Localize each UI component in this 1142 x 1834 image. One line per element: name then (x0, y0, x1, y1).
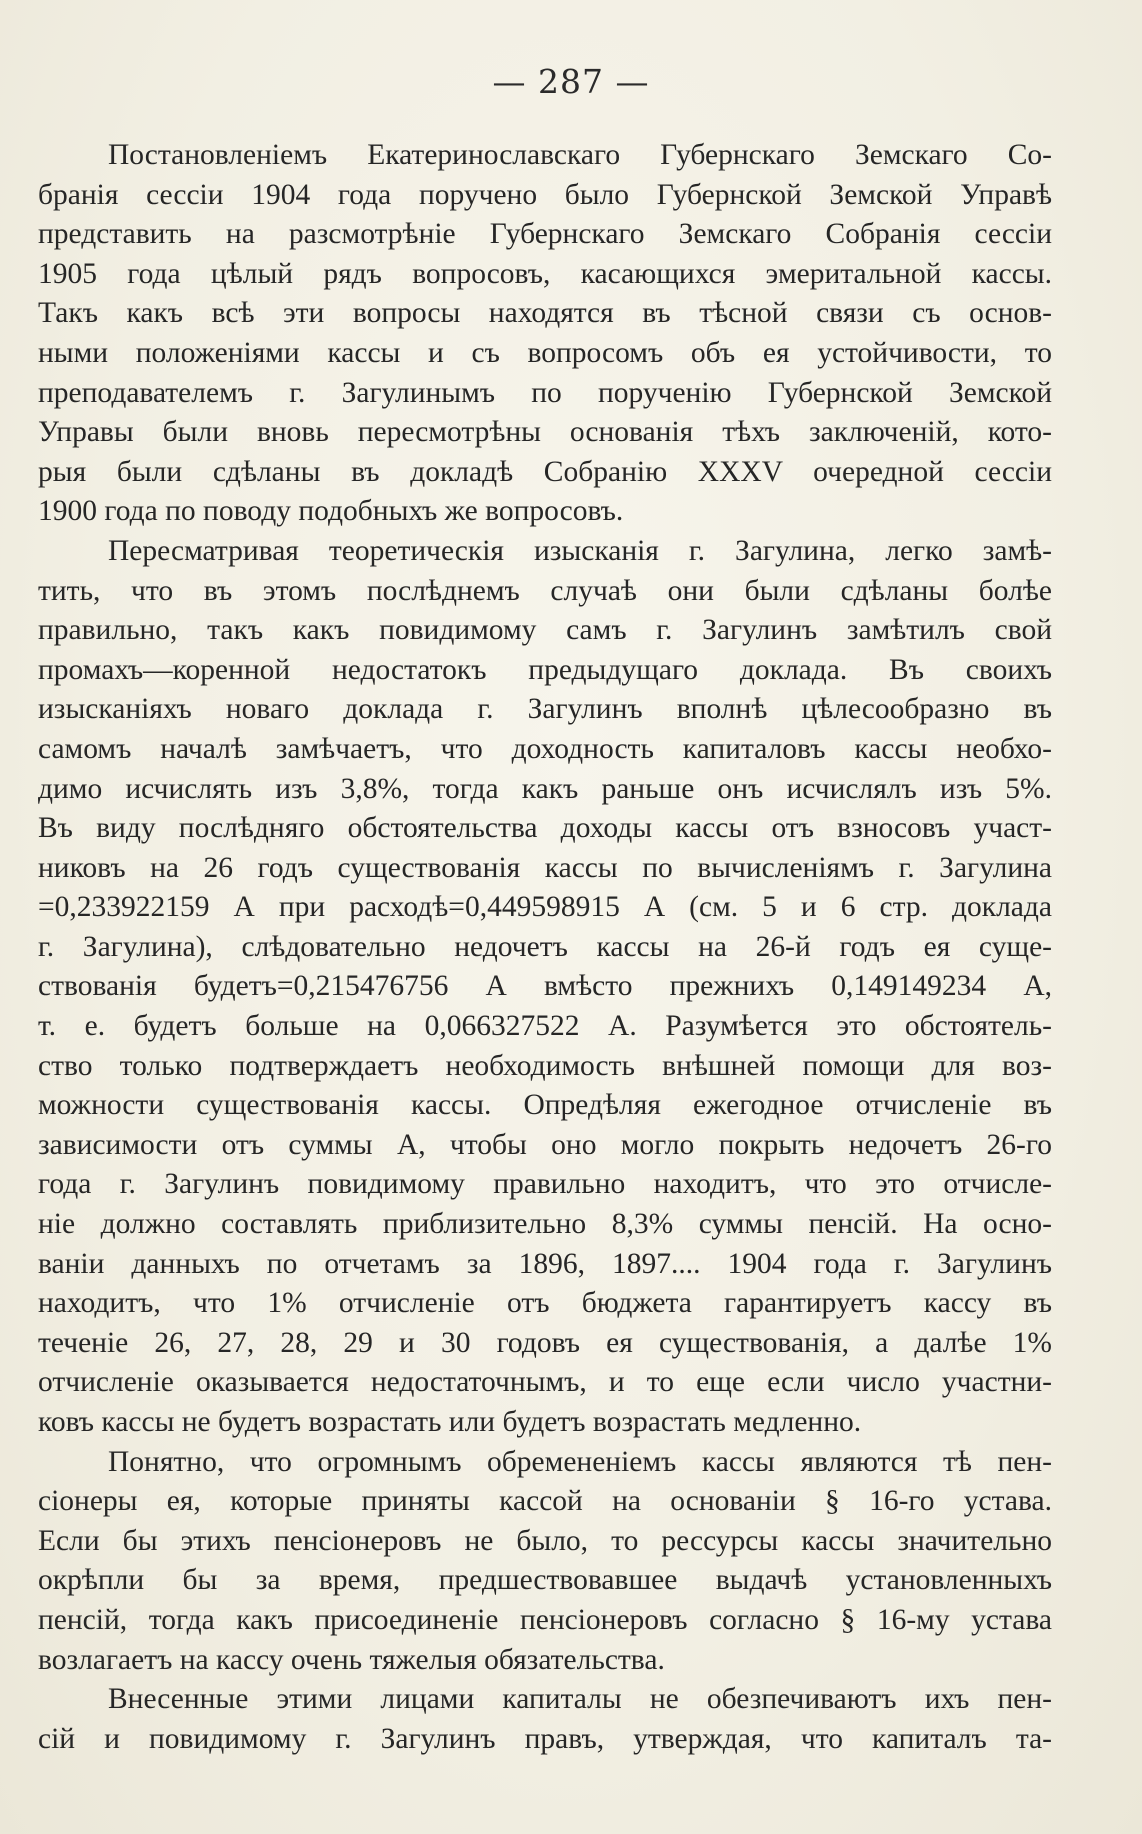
text-line: отчисленіе оказывается недостаточнымъ, и то еще если число участни- (38, 1366, 1052, 1399)
body-text (38, 136, 1052, 1759)
text-line: Постановленіемъ Екатеринославскаго Губернскаго Земскаго Со- (108, 139, 1052, 171)
text-line: рыя были сдѣланы въ докладѣ Собранію XXXV очередной сессіи (38, 455, 1052, 488)
text-line: бранія сессіи 1904 года поручено было Губернской Земской Управѣ (38, 178, 1052, 211)
text-line: Въ виду послѣдняго обстоятельства доходы кассы отъ взносовъ участ- (38, 812, 1052, 845)
text-line: самомъ началѣ замѣчаетъ, что доходность капиталовъ кассы необхо- (38, 732, 1052, 765)
text-line: находитъ, что 1% отчисленіе отъ бюджета гарантируетъ кассу въ (38, 1287, 1052, 1320)
paragraph (38, 1443, 1052, 1681)
text-line: димо исчислять изъ 3,8%, тогда какъ раньше онъ исчислялъ изъ 5%. (38, 772, 1052, 805)
text-line: =0,233922159 А при расходѣ=0,449598915 А (см. 5 и 6 стр. доклада (38, 891, 1052, 924)
text-line: ковъ кассы не будетъ возрастать или будетъ возрастать медленно. (38, 1406, 862, 1438)
text-line: Такъ какъ всѣ эти вопросы находятся въ тѣсной связи съ основ- (38, 297, 1052, 330)
text-line: г. Загулина), слѣдовательно недочетъ кассы на 26-й годъ ея суще- (38, 930, 1052, 963)
text-line: промахъ—коренной недостатокъ предыдущаго доклада. Въ своихъ (38, 653, 1052, 686)
text-line: сій и повидимому г. Загулинъ правъ, утверждая, что капиталъ та- (38, 1722, 1052, 1755)
page-number: — 287 — (492, 62, 650, 101)
text-line: 1905 года цѣлый рядъ вопросовъ, касающихся эмеритальной кассы. (38, 257, 1052, 290)
text-line: теченіе 26, 27, 28, 29 и 30 годовъ ея существованія, а далѣе 1% (38, 1326, 1052, 1359)
text-line: Понятно, что огромнымъ обремененіемъ кассы являются тѣ пен- (108, 1445, 1052, 1478)
text-line: ваніи данныхъ по отчетамъ за 1896, 1897.... 1904 года г. Загулинъ (38, 1247, 1052, 1280)
text-line: тить, что въ этомъ послѣднемъ случаѣ они были сдѣланы болѣе (38, 574, 1052, 607)
text-line: ніе должно составлять приблизительно 8,3% суммы пенсій. На осно- (38, 1208, 1052, 1241)
paragraph (38, 136, 1052, 532)
text-line: пенсій, тогда какъ присоединеніе пенсіонеровъ согласно § 16-му устава (38, 1603, 1052, 1636)
text-line: представить на разсмотрѣніе Губернскаго Земскаго Собранія сессіи (38, 218, 1052, 251)
text-line: сіонеры ея, которые приняты кассой на основаніи § 16-го устава. (38, 1485, 1052, 1518)
text-line: зависимости отъ суммы А, чтобы оно могло покрыть недочетъ 26-го (38, 1128, 1052, 1161)
text-line: окрѣпли бы за время, предшествовавшее выдачѣ установленныхъ (38, 1564, 1052, 1597)
text-line: можности существованія кассы. Опредѣляя ежегодное отчисленіе въ (38, 1089, 1052, 1122)
text-line: никовъ на 26 годъ существованія кассы по вычисленіямъ г. Загулина (38, 851, 1052, 884)
text-line: Пересматривая теоретическія изысканія г. Загулина, легко замѣ- (108, 534, 1052, 567)
paragraph (38, 532, 1052, 1443)
text-line: изысканіяхъ новаго доклада г. Загулинъ вполнѣ цѣлесообразно въ (38, 693, 1052, 726)
text-line: ными положеніями кассы и съ вопросомъ объ ея устойчивости, то (38, 336, 1052, 369)
text-line: Управы были вновь пересмотрѣны основанія тѣхъ заключеній, кото- (38, 416, 1052, 449)
text-line: правильно, такъ какъ повидимому самъ г. Загулинъ замѣтилъ свой (38, 614, 1052, 647)
text-line: преподавателемъ г. Загулинымъ по порученію Губернской Земской (38, 376, 1052, 409)
text-line: Внесенные этими лицами капиталы не обезпечиваютъ ихъ пен- (108, 1683, 1052, 1716)
paragraph (38, 1680, 1052, 1759)
text-line: 1900 года по поводу подобныхъ же вопросовъ. (38, 495, 624, 528)
text-line: года г. Загулинъ повидимому правильно находитъ, что это отчисле- (38, 1168, 1052, 1201)
text-line: ство только подтверждаетъ необходимость внѣшней помощи для воз- (38, 1049, 1052, 1082)
text-line: т. е. будетъ больше на 0,066327522 А. Разумѣется это обстоятель- (38, 1010, 1052, 1043)
text-line: ствованія будетъ=0,215476756 А вмѣсто прежнихъ 0,149149234 А, (38, 970, 1052, 1003)
text-line: Если бы этихъ пенсіонеровъ не было, то рессурсы кассы значительно (38, 1524, 1052, 1557)
text-line: возлагаетъ на кассу очень тяжелыя обязательства. (38, 1643, 665, 1676)
